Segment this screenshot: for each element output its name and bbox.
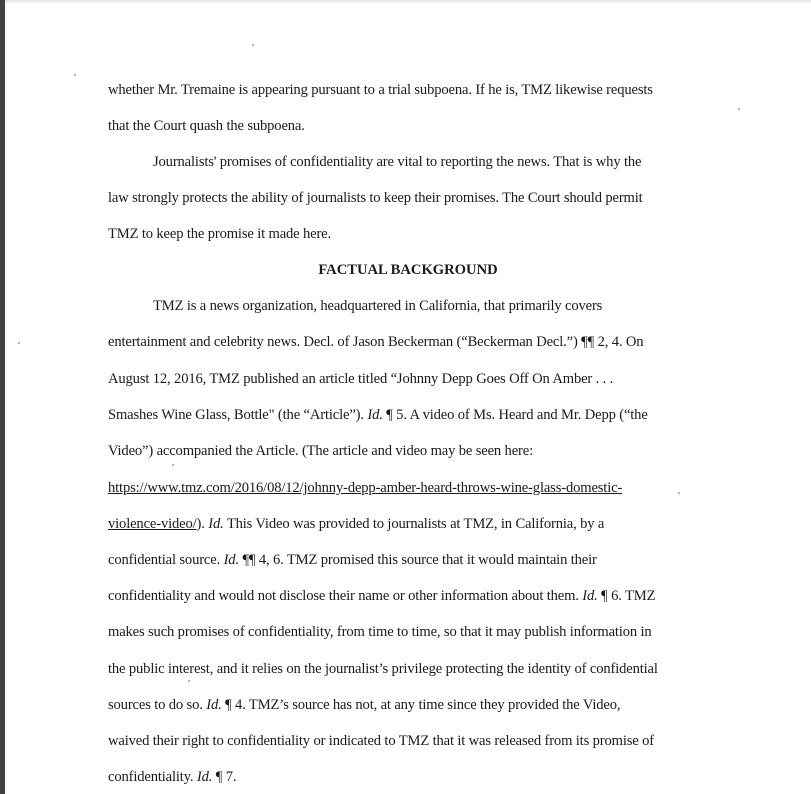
text-run: ). xyxy=(196,516,209,532)
citation-id: Id. xyxy=(196,769,213,785)
scan-speck xyxy=(18,342,20,344)
viewer-left-edge xyxy=(0,0,5,794)
paragraph-3-line-5: Video”) accompanied the Article. (The article and video may be seen here: xyxy=(108,443,533,459)
paragraph-3-line-14 xyxy=(108,767,236,787)
paragraph-3-line-8 xyxy=(108,550,597,570)
article-url-link-continued[interactable]: violence-video/ xyxy=(108,516,197,532)
scan-speck xyxy=(252,44,254,46)
text-run: confidential source. xyxy=(108,552,224,568)
scan-speck xyxy=(188,680,190,682)
paragraph-3-line-1: TMZ is a news organization, headquartered in California, that primarily covers xyxy=(153,298,603,314)
text-run: ¶ 7. xyxy=(212,769,237,785)
paragraph-1-line-1: whether Mr. Tremaine is appearing pursuant to a trial subpoena. If he is, TMZ likewise requests xyxy=(108,82,653,98)
paragraph-3-line-6 xyxy=(108,478,622,498)
article-url-link[interactable]: https://www.tmz.com/2016/08/12/johnny-depp-amber-heard-throws-wine-glass-domestic- xyxy=(108,480,623,496)
scan-speck xyxy=(74,74,76,76)
paragraph-3-line-12 xyxy=(108,695,620,715)
text-run: confidentiality. xyxy=(108,769,197,785)
paragraph-2-line-2: law strongly protects the ability of journalists to keep their promises. The Court should permit xyxy=(108,190,643,206)
paragraph-3-line-11: the public interest, and it relies on the journalist’s privilege protecting the identity of confidential xyxy=(108,661,658,677)
paragraph-3-line-10: makes such promises of confidentiality, from time to time, so that it may publish information in xyxy=(108,624,652,640)
citation-id: Id. xyxy=(582,588,598,604)
paragraph-3-line-9 xyxy=(108,586,655,606)
paragraph-2-line-3: TMZ to keep the promise it made here. xyxy=(108,226,332,242)
citation-id: Id. xyxy=(367,407,383,423)
paragraph-3-line-2: entertainment and celebrity news. Decl. of Jason Beckerman (“Beckerman Decl.”) ¶¶ 2, 4. On xyxy=(108,334,644,350)
text-run: ¶¶ 4, 6. TMZ promised this source that it would maintain their xyxy=(238,552,597,568)
paragraph-3-line-4 xyxy=(108,405,648,425)
section-heading: FACTUAL BACKGROUND xyxy=(318,262,498,278)
paragraph-1-line-2: that the Court quash the subpoena. xyxy=(108,118,305,134)
citation-id: Id. xyxy=(208,516,224,532)
citation-id: Id. xyxy=(223,552,239,568)
text-run: ¶ 5. A video of Ms. Heard and Mr. Depp (“the xyxy=(382,407,648,423)
page-top-shadow xyxy=(5,0,811,4)
scan-speck xyxy=(678,492,680,494)
paragraph-3-line-7 xyxy=(108,514,604,534)
text-run: ¶ 6. TMZ xyxy=(597,588,656,604)
paragraph-2-line-1: Journalists' promises of confidentiality are vital to reporting the news. That is why the xyxy=(153,154,642,170)
text-run: This Video was provided to journalists at TMZ, in California, by a xyxy=(223,516,605,532)
paragraph-3-line-13: waived their right to confidentiality or indicated to TMZ that it was released from its promise of xyxy=(108,733,654,749)
scan-speck xyxy=(738,108,740,110)
citation-id: Id. xyxy=(206,697,222,713)
text-run: ¶ 4. TMZ’s source has not, at any time since they provided the Video, xyxy=(221,697,621,713)
text-run: Smashes Wine Glass, Bottle" (the “Article”). xyxy=(108,407,368,423)
paragraph-3-line-3: August 12, 2016, TMZ published an article titled “Johnny Depp Goes Off On Amber . . . xyxy=(108,371,614,387)
text-run: sources to do so. xyxy=(108,697,207,713)
scan-speck xyxy=(172,464,174,466)
text-run: confidentiality and would not disclose their name or other information about them. xyxy=(108,588,583,604)
